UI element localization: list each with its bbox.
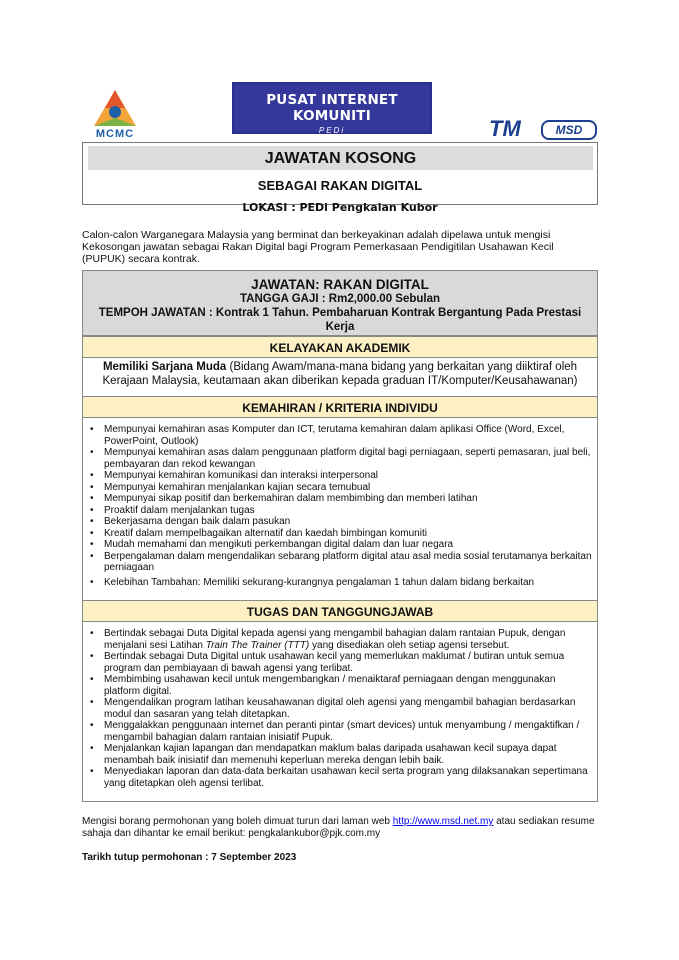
mcmc-logo-text: MCMC: [95, 128, 135, 140]
list-item: • Menggalakkan penggunaan internet dan peranti pintar (smart devices) untuk menyambung / mengaktifkan / mengambil bahagian dalam rantaian inisiatif Pupuk.: [86, 720, 594, 743]
position-section: [82, 270, 598, 336]
academic-heading: KELAYAKAN AKADEMIK: [82, 336, 598, 358]
msd-website-link[interactable]: http://www.msd.net.my: [392, 816, 494, 827]
list-item: • Menjalankan kajian lapangan dan mendapatkan maklum balas daripada usahawan kecil supaya dapat menambah baik inisiatif dan memenuhi keperluan mereka dengan lebih baik.: [86, 743, 594, 766]
pik-logo-title: PUSAT INTERNET KOMUNITI: [266, 92, 398, 124]
page-subtitle: SEBAGAI RAKAN DIGITAL: [257, 178, 423, 193]
list-item: • Bertindak sebagai Duta Digital untuk usahawan kecil yang memerlukan maklumat / butiran untuk semua program dan pembiayaan di bawah agensi yang terlibat.: [86, 651, 594, 674]
mcmc-logo: [84, 88, 146, 140]
page-title: JAWATAN KOSONG: [88, 146, 593, 170]
duration-line: TEMPOH JAWATAN : Kontrak 1 Tahun. Pembaharuan Kontrak Bergantung Pada Prestasi Kerja: [98, 307, 582, 333]
position-title: JAWATAN: RAKAN DIGITAL: [251, 277, 429, 292]
skills-heading: KEMAHIRAN / KRITERIA INDIVIDU: [82, 396, 598, 418]
closing-date: Tarikh tutup permohonan : 7 September 2023: [82, 852, 297, 863]
intro-paragraph: Calon-calon Warganegara Malaysia yang berminat dan berkeyakinan adalah dipelawa untuk mengisi Kekosongan jawatan sebagai Rakan Digital bagi Program Pemerkasaan Pendigitilan Usahawan Kecil (PUPUK) secara kontrak.: [82, 229, 554, 265]
pik-logo: [232, 82, 432, 134]
list-item: • Mempunyai kemahiran komunikasi dan interaksi interpersonal: [86, 470, 594, 482]
duties-list: [86, 628, 594, 789]
mcmc-triangle-icon: [84, 88, 146, 128]
list-item: • Mempunyai sikap positif dan berkemahiran dalam membimbing dan memberi latihan: [86, 493, 594, 505]
academic-detail: (Bidang Awam/mana-mana bidang yang berkaitan yang diiktiraf oleh Kerajaan Malaysia, keutamaan akan diberikan kepada graduan IT/Komputer/Keusahawanan): [102, 361, 578, 387]
list-item: • Kelebihan Tambahan: Memiliki sekurang-kurangnya pengalaman 1 tahun dalam bidang berkaitan: [86, 577, 594, 589]
skills-list: [86, 424, 594, 588]
academic-requirement: [82, 360, 598, 388]
list-item: • Kreatif dalam mempelbagaikan alternatif dan kaedah bimbingan komuniti: [86, 528, 594, 540]
location-line: LOKASI : PEDi Pengkalan Kubor: [242, 201, 438, 214]
academic-degree: Memiliki Sarjana Muda: [102, 361, 227, 373]
ttt-emphasis: Train The Trainer (TTT): [205, 639, 310, 651]
list-item: • Membimbing usahawan kecil untuk mengembangkan / menaiktaraf perniagaan dengan menggunakan platform digital.: [86, 674, 594, 697]
list-item: • Mengendalikan program latihan keusahawanan digital oleh agensi yang mengambil bahagian berdasarkan modul dan sasaran yang telah ditetapkan.: [86, 697, 594, 720]
list-item: • Mempunyai kemahiran asas Komputer dan ICT, terutama kemahiran dalam aplikasi Office (Word, Excel, PowerPoint, Outlook): [86, 424, 594, 447]
list-item: • Menyediakan laporan dan data-data berkaitan usahawan kecil serta program yang dilaksanakan sepertimana yang ditetapkan oleh agensi terlibat.: [86, 766, 594, 789]
application-instructions: Mengisi borang permohonan yang boleh dimuat turun dari laman web http://www.msd.net.my atau sediakan resume sahaja dan dihantar ke email berikut: pengkalankubor@pjk.com.my: [82, 816, 595, 839]
duties-heading: TUGAS DAN TANGGUNGJAWAB: [82, 600, 598, 622]
msd-logo: MSD: [541, 120, 597, 140]
list-item: • Mudah memahami dan mengikuti perkembangan digital dalam dan luar negara: [86, 539, 594, 551]
salary-line: TANGGA GAJI : Rm2,000.00 Sebulan: [239, 293, 441, 305]
list-item: • Mempunyai kemahiran menjalankan kajian secara temubual: [86, 482, 594, 494]
list-item: • Bertindak sebagai Duta Digital kepada agensi yang mengambil bahagian dalam rantaian Pupuk, dengan menjalani sesi Latihan Train The Trainer (TTT) yang disediakan oleh setiap agensi tersebut.: [86, 628, 594, 651]
list-item: • Berpengalaman dalam mengendalikan sebarang platform digital atau asal media sosial terutamanya berkaitan perniagaan: [86, 551, 594, 574]
tm-logo: TM: [489, 116, 521, 141]
list-item: • Bekerjasama dengan baik dalam pasukan: [86, 516, 594, 528]
pik-logo-subtitle: PEDi: [318, 126, 346, 135]
list-item: • Mempunyai kemahiran asas dalam penggunaan platform digital bagi perniagaan, seperti pemasaran, jual beli, pembayaran dan rekod kewangan: [86, 447, 594, 470]
list-item: • Proaktif dalam menjalankan tugas: [86, 505, 594, 517]
